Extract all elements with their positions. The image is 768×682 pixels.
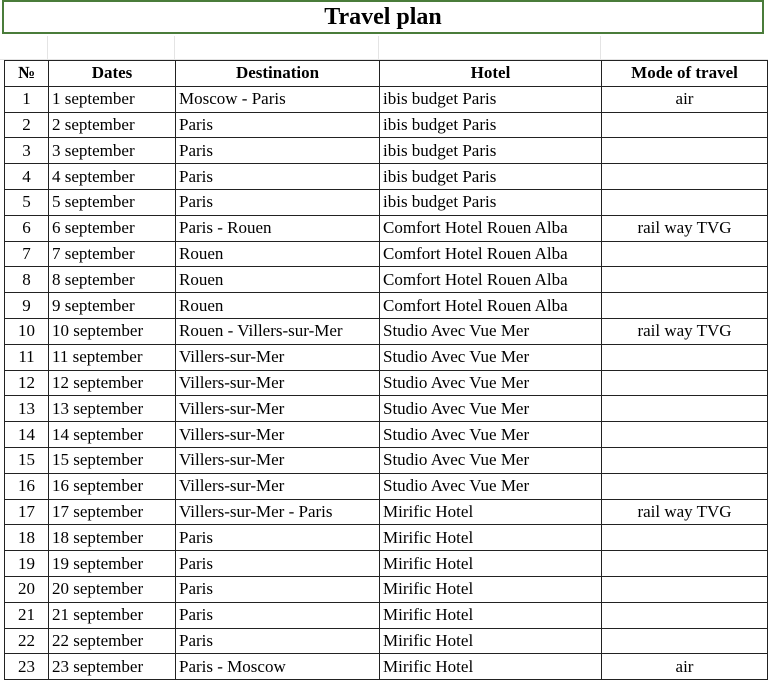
cell-destination[interactable]: Rouen - Villers-sur-Mer bbox=[176, 318, 380, 344]
table-row bbox=[5, 241, 768, 267]
cell-number[interactable]: 20 bbox=[5, 576, 49, 602]
sheet-title-cell[interactable] bbox=[2, 0, 764, 34]
cell-number[interactable]: 23 bbox=[5, 654, 49, 680]
cell-destination[interactable]: Villers-sur-Mer bbox=[176, 473, 380, 499]
cell-number[interactable]: 11 bbox=[5, 344, 49, 370]
cell-hotel[interactable]: Studio Avec Vue Mer bbox=[380, 318, 602, 344]
cell-destination[interactable]: Paris bbox=[176, 112, 380, 138]
table-row bbox=[5, 267, 768, 293]
cell-destination[interactable]: Paris bbox=[176, 602, 380, 628]
cell-number[interactable]: 5 bbox=[5, 189, 49, 215]
cell-mode[interactable] bbox=[602, 138, 768, 164]
cell-hotel[interactable]: ibis budget Paris bbox=[380, 86, 602, 112]
cell-destination[interactable]: Paris bbox=[176, 138, 380, 164]
cell-destination[interactable]: Paris bbox=[176, 164, 380, 190]
cell-destination[interactable]: Rouen bbox=[176, 293, 380, 319]
table-row bbox=[5, 293, 768, 319]
table-row bbox=[5, 189, 768, 215]
table-row bbox=[5, 499, 768, 525]
cell-number[interactable]: 2 bbox=[5, 112, 49, 138]
cell-mode[interactable] bbox=[602, 473, 768, 499]
cell-destination[interactable]: Paris - Moscow bbox=[176, 654, 380, 680]
table-row bbox=[5, 164, 768, 190]
table-row bbox=[5, 628, 768, 654]
cell-hotel[interactable]: Studio Avec Vue Mer bbox=[380, 370, 602, 396]
cell-hotel[interactable]: ibis budget Paris bbox=[380, 164, 602, 190]
cell-hotel[interactable]: ibis budget Paris bbox=[380, 189, 602, 215]
cell-date[interactable]: 11 september bbox=[49, 344, 176, 370]
empty-sheet-row[interactable] bbox=[0, 36, 768, 60]
cell-date[interactable]: 21 september bbox=[49, 602, 176, 628]
travel-plan-table bbox=[4, 60, 768, 680]
cell-number[interactable]: 1 bbox=[5, 86, 49, 112]
cell-number[interactable]: 16 bbox=[5, 473, 49, 499]
cell-destination[interactable]: Rouen bbox=[176, 267, 380, 293]
cell-hotel[interactable]: Mirific Hotel bbox=[380, 499, 602, 525]
cell-mode[interactable] bbox=[602, 628, 768, 654]
cell-date[interactable]: 7 september bbox=[49, 241, 176, 267]
cell-hotel[interactable]: Mirific Hotel bbox=[380, 576, 602, 602]
cell-hotel[interactable]: Mirific Hotel bbox=[380, 551, 602, 577]
table-row bbox=[5, 551, 768, 577]
cell-mode[interactable]: rail way TVG bbox=[602, 499, 768, 525]
cell-hotel[interactable]: Mirific Hotel bbox=[380, 525, 602, 551]
table-row bbox=[5, 396, 768, 422]
cell-mode[interactable] bbox=[602, 189, 768, 215]
cell-number[interactable]: 4 bbox=[5, 164, 49, 190]
cell-number[interactable]: 10 bbox=[5, 318, 49, 344]
cell-date[interactable]: 16 september bbox=[49, 473, 176, 499]
cell-hotel[interactable]: Mirific Hotel bbox=[380, 628, 602, 654]
cell-destination[interactable]: Paris bbox=[176, 628, 380, 654]
cell-mode[interactable] bbox=[602, 396, 768, 422]
cell-destination[interactable]: Paris bbox=[176, 525, 380, 551]
cell-destination[interactable]: Paris - Rouen bbox=[176, 215, 380, 241]
cell-number[interactable]: 14 bbox=[5, 422, 49, 448]
cell-hotel[interactable]: Comfort Hotel Rouen Alba bbox=[380, 267, 602, 293]
cell-hotel[interactable]: Comfort Hotel Rouen Alba bbox=[380, 293, 602, 319]
cell-mode[interactable] bbox=[602, 267, 768, 293]
cell-mode[interactable] bbox=[602, 293, 768, 319]
cell-destination[interactable]: Villers-sur-Mer bbox=[176, 370, 380, 396]
table-header-row bbox=[5, 61, 768, 87]
cell-number[interactable]: 22 bbox=[5, 628, 49, 654]
cell-number[interactable]: 13 bbox=[5, 396, 49, 422]
cell-destination[interactable]: Paris bbox=[176, 576, 380, 602]
table-row bbox=[5, 447, 768, 473]
cell-number[interactable]: 21 bbox=[5, 602, 49, 628]
table-row bbox=[5, 344, 768, 370]
table-row bbox=[5, 370, 768, 396]
column-header-dates[interactable]: Dates bbox=[49, 61, 176, 87]
cell-destination[interactable]: Villers-sur-Mer bbox=[176, 344, 380, 370]
cell-hotel[interactable]: Studio Avec Vue Mer bbox=[380, 396, 602, 422]
cell-destination[interactable]: Paris bbox=[176, 189, 380, 215]
page-title: Travel plan bbox=[324, 3, 442, 30]
cell-hotel[interactable]: Studio Avec Vue Mer bbox=[380, 447, 602, 473]
cell-hotel[interactable]: Comfort Hotel Rouen Alba bbox=[380, 241, 602, 267]
cell-number[interactable]: 18 bbox=[5, 525, 49, 551]
column-header-hotel[interactable]: Hotel bbox=[380, 61, 602, 87]
cell-date[interactable]: 10 september bbox=[49, 318, 176, 344]
cell-number[interactable]: 9 bbox=[5, 293, 49, 319]
cell-mode[interactable] bbox=[602, 576, 768, 602]
cell-hotel[interactable]: ibis budget Paris bbox=[380, 112, 602, 138]
cell-hotel[interactable]: Studio Avec Vue Mer bbox=[380, 422, 602, 448]
table-row bbox=[5, 602, 768, 628]
cell-hotel[interactable]: Comfort Hotel Rouen Alba bbox=[380, 215, 602, 241]
cell-destination[interactable]: Rouen bbox=[176, 241, 380, 267]
table-row bbox=[5, 422, 768, 448]
cell-mode[interactable] bbox=[602, 164, 768, 190]
cell-destination[interactable]: Moscow - Paris bbox=[176, 86, 380, 112]
cell-hotel[interactable]: Mirific Hotel bbox=[380, 654, 602, 680]
column-header-destination[interactable]: Destination bbox=[176, 61, 380, 87]
cell-mode[interactable] bbox=[602, 370, 768, 396]
cell-number[interactable]: 3 bbox=[5, 138, 49, 164]
cell-number[interactable]: 15 bbox=[5, 447, 49, 473]
table-row bbox=[5, 215, 768, 241]
cell-mode[interactable] bbox=[602, 447, 768, 473]
cell-number[interactable]: 6 bbox=[5, 215, 49, 241]
cell-mode[interactable] bbox=[602, 112, 768, 138]
table-row bbox=[5, 318, 768, 344]
cell-date[interactable]: 1 september bbox=[49, 86, 176, 112]
table-row bbox=[5, 473, 768, 499]
cell-date[interactable]: 12 september bbox=[49, 370, 176, 396]
cell-destination[interactable]: Villers-sur-Mer - Paris bbox=[176, 499, 380, 525]
cell-destination[interactable]: Villers-sur-Mer bbox=[176, 447, 380, 473]
cell-date[interactable]: 5 september bbox=[49, 189, 176, 215]
cell-hotel[interactable]: ibis budget Paris bbox=[380, 138, 602, 164]
column-header-number[interactable]: № bbox=[5, 61, 49, 87]
cell-mode[interactable]: air bbox=[602, 654, 768, 680]
cell-number[interactable]: 19 bbox=[5, 551, 49, 577]
cell-mode[interactable] bbox=[602, 241, 768, 267]
cell-number[interactable]: 7 bbox=[5, 241, 49, 267]
cell-date[interactable]: 2 september bbox=[49, 112, 176, 138]
cell-mode[interactable] bbox=[602, 602, 768, 628]
cell-date[interactable]: 9 september bbox=[49, 293, 176, 319]
cell-date[interactable]: 17 september bbox=[49, 499, 176, 525]
cell-mode[interactable]: rail way TVG bbox=[602, 318, 768, 344]
cell-date[interactable]: 18 september bbox=[49, 525, 176, 551]
cell-number[interactable]: 12 bbox=[5, 370, 49, 396]
cell-date[interactable]: 8 september bbox=[49, 267, 176, 293]
cell-hotel[interactable]: Studio Avec Vue Mer bbox=[380, 344, 602, 370]
cell-destination[interactable]: Villers-sur-Mer bbox=[176, 422, 380, 448]
cell-date[interactable]: 19 september bbox=[49, 551, 176, 577]
cell-mode[interactable] bbox=[602, 344, 768, 370]
cell-date[interactable]: 3 september bbox=[49, 138, 176, 164]
cell-date[interactable]: 15 september bbox=[49, 447, 176, 473]
column-header-mode[interactable]: Mode of travel bbox=[602, 61, 768, 87]
cell-number[interactable]: 8 bbox=[5, 267, 49, 293]
cell-mode[interactable] bbox=[602, 551, 768, 577]
cell-date[interactable]: 13 september bbox=[49, 396, 176, 422]
cell-number[interactable]: 17 bbox=[5, 499, 49, 525]
table-row bbox=[5, 576, 768, 602]
cell-destination[interactable]: Paris bbox=[176, 551, 380, 577]
table-row bbox=[5, 654, 768, 680]
cell-date[interactable]: 20 september bbox=[49, 576, 176, 602]
cell-hotel[interactable]: Mirific Hotel bbox=[380, 602, 602, 628]
cell-hotel[interactable]: Studio Avec Vue Mer bbox=[380, 473, 602, 499]
table-row bbox=[5, 525, 768, 551]
cell-date[interactable]: 4 september bbox=[49, 164, 176, 190]
cell-date[interactable]: 23 september bbox=[49, 654, 176, 680]
cell-mode[interactable] bbox=[602, 422, 768, 448]
cell-mode[interactable]: rail way TVG bbox=[602, 215, 768, 241]
table-row bbox=[5, 138, 768, 164]
cell-date[interactable]: 22 september bbox=[49, 628, 176, 654]
cell-destination[interactable]: Villers-sur-Mer bbox=[176, 396, 380, 422]
cell-mode[interactable]: air bbox=[602, 86, 768, 112]
table-row bbox=[5, 112, 768, 138]
cell-mode[interactable] bbox=[602, 525, 768, 551]
cell-date[interactable]: 14 september bbox=[49, 422, 176, 448]
cell-date[interactable]: 6 september bbox=[49, 215, 176, 241]
table-row bbox=[5, 86, 768, 112]
